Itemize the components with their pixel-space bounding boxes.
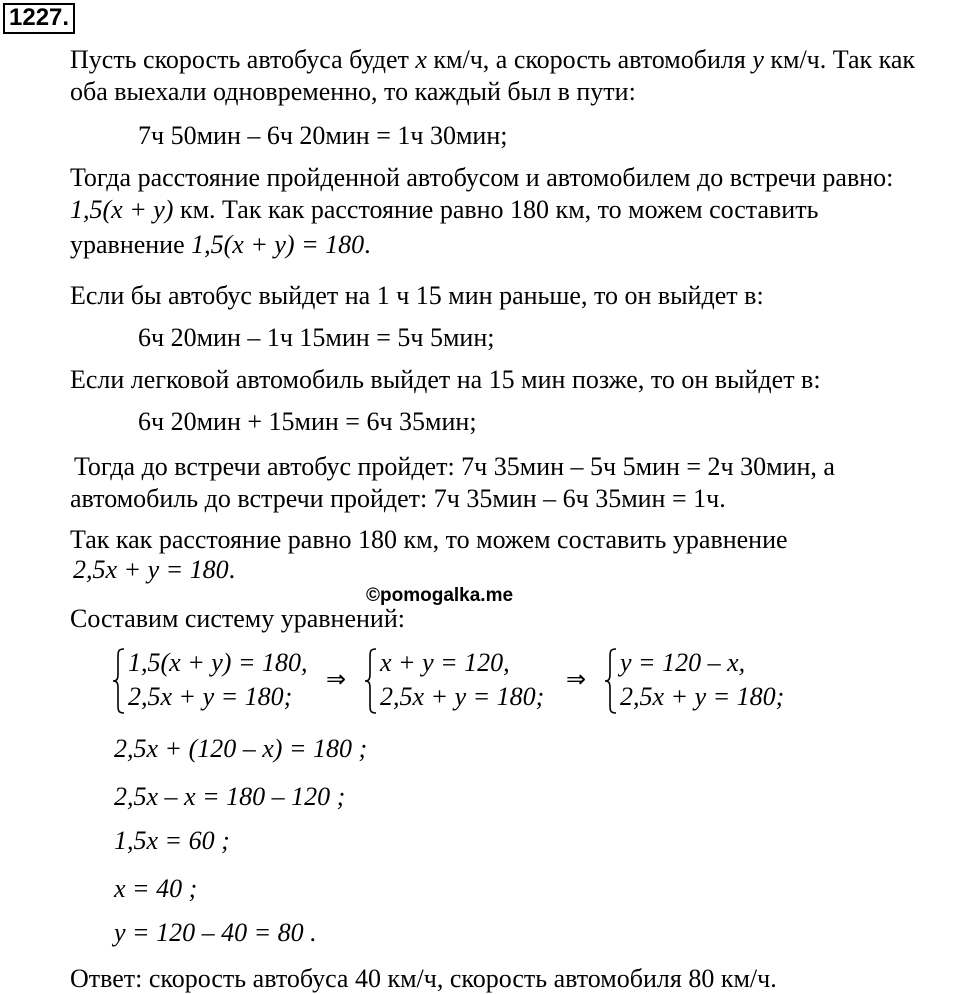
- step-1: 2,5x + (120 – x) = 180 ;: [114, 734, 368, 763]
- brace-icon: [604, 648, 618, 714]
- step-3: 1,5x = 60 ;: [114, 826, 230, 855]
- implies-arrow-1: ⇒: [326, 665, 347, 693]
- paragraph-intro-line-1: [70, 47, 915, 73]
- paragraph-system-intro: Составим систему уравнений:: [70, 604, 405, 633]
- system-3-row-1: y = 120 – x,: [620, 648, 746, 677]
- paragraph-distance-line-2: [70, 197, 818, 223]
- step-5: y = 120 – 40 = 80 .: [114, 918, 317, 947]
- system-1-row-2: 2,5x + y = 180;: [128, 682, 293, 711]
- step-4: x = 40 ;: [114, 874, 198, 903]
- paragraph-car-later: Если легковой автомобиль выйдет на 15 мин позже, то он выйдет в:: [70, 365, 821, 394]
- system-2-row-2: 2,5x + y = 180;: [380, 682, 545, 711]
- paragraph-intro-line-2: оба выехали одновременно, то каждый был в пути:: [70, 77, 636, 106]
- implies-arrow-2: ⇒: [566, 665, 587, 693]
- equation-1: 1,5(x + y) = 180: [191, 230, 365, 259]
- equation-2-end: .: [228, 555, 236, 584]
- brace-icon: [112, 648, 126, 714]
- time-equation-2: 6ч 20мин – 1ч 15мин = 5ч 5мин;: [138, 323, 495, 352]
- time-equation-1: 7ч 50мин – 6ч 20мин = 1ч 30мин;: [138, 121, 508, 150]
- problem-number: 1227.: [3, 3, 75, 34]
- paragraph-equation-2-line-1: Так как расстояние равно 180 км, то можем составить уравнение: [70, 525, 788, 554]
- paragraph-travel-line-2: автомобиль до встречи пройдет: 7ч 35мин – 6ч 35мин = 1ч.: [70, 484, 726, 513]
- brace-icon: [364, 648, 378, 714]
- var-y: y: [752, 45, 764, 74]
- paragraph-travel-line-1: Тогда до встречи автобус пройдет: 7ч 35мин – 5ч 5мин = 2ч 30мин, а: [74, 452, 835, 481]
- paragraph-equation-2-line-2: [73, 557, 235, 583]
- time-equation-3: 6ч 20мин + 15мин = 6ч 35мин;: [138, 407, 477, 436]
- system-1-row-1: 1,5(x + y) = 180,: [128, 648, 308, 677]
- system-2-row-1: x + y = 120,: [380, 648, 510, 677]
- equation-label: уравнение: [70, 230, 192, 259]
- paragraph-bus-earlier: Если бы автобус выйдет на 1 ч 15 мин раньше, то он выйдет в:: [70, 281, 764, 310]
- intro-text-b: км/ч, а скорость автомобиля: [426, 45, 753, 74]
- distance-text: км. Так как расстояние равно 180 км, то можем составить: [173, 195, 819, 224]
- intro-text-c: км/ч. Так как: [763, 45, 916, 74]
- equation-1-end: .: [364, 230, 371, 259]
- equation-2: 2,5x + y = 180: [73, 555, 229, 584]
- step-2: 2,5x – x = 180 – 120 ;: [114, 782, 346, 811]
- paragraph-distance-line-1: Тогда расстояние пройденной автобусом и автомобилем до встречи равно:: [70, 163, 894, 192]
- system-3-row-2: 2,5x + y = 180;: [620, 682, 785, 711]
- paragraph-distance-line-3: [70, 232, 371, 258]
- expr-sum: 1,5(x + y): [70, 195, 174, 224]
- intro-text-a: Пусть скорость автобуса будет: [70, 45, 416, 74]
- answer: Ответ: скорость автобуса 40 км/ч, скорость автомобиля 80 км/ч.: [70, 964, 777, 993]
- var-x: x: [415, 45, 427, 74]
- watermark: ©pomogalka.me: [366, 585, 514, 606]
